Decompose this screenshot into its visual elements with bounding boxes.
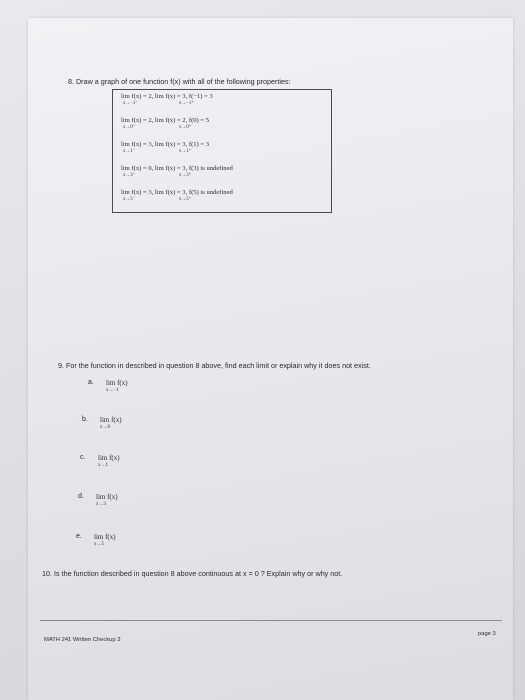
limit-subscript: x→0: [100, 425, 110, 430]
course-footer: MATH 241 Written Checkup 3: [44, 637, 121, 643]
limit-expression: lim f(x): [94, 533, 116, 541]
right-limit-subscript: x→1⁺: [179, 149, 192, 154]
property-main: lim f(x) = 3, lim f(x) = 3, f(5) is undefined: [121, 189, 233, 196]
left-limit-subscript: x→5⁻: [123, 197, 136, 202]
property-row: [121, 189, 331, 202]
part-letter: e.: [76, 533, 82, 540]
properties-box: [112, 89, 332, 213]
limit-expression: lim f(x): [100, 416, 122, 424]
right-limit-subscript: x→5⁺: [179, 197, 192, 202]
right-limit-subscript: x→−1⁺: [179, 101, 194, 106]
limit-subscript: x→−1: [106, 388, 119, 393]
limit-expression: lim f(x): [106, 379, 128, 387]
right-limit-subscript: x→0⁺: [179, 125, 192, 130]
property-main: lim f(x) = 2, lim f(x) = 3, f(−1) = 3: [121, 93, 213, 100]
part-letter: a.: [88, 379, 94, 386]
part-letter: d.: [78, 493, 84, 500]
right-limit-subscript: x→3⁺: [179, 173, 192, 178]
limit-subscript: x→3: [96, 502, 106, 507]
question-8-prompt: 8. Draw a graph of one function f(x) with all of the following properties:: [68, 77, 291, 86]
property-main: lim f(x) = 3, lim f(x) = 3, f(1) = 3: [121, 141, 210, 148]
footer-divider: [40, 620, 502, 621]
property-row: [121, 117, 331, 130]
page-number: page 3: [478, 631, 496, 637]
property-row: [121, 141, 331, 154]
question-9-prompt: 9. For the function in described in question 8 above, find each limit or explain why it does not exist.: [58, 361, 371, 370]
property-row: [121, 165, 331, 178]
limit-subscript: x→1: [98, 463, 108, 468]
left-limit-subscript: x→0⁻: [123, 125, 136, 130]
left-limit-subscript: x→1⁻: [123, 149, 136, 154]
limit-expression: lim f(x): [98, 454, 120, 462]
property-main: lim f(x) = 0, lim f(x) = 3, f(3) is undefined: [121, 165, 233, 172]
limit-expression: lim f(x): [96, 493, 118, 501]
part-letter: b.: [82, 416, 88, 423]
property-row: [121, 93, 331, 106]
left-limit-subscript: x→3⁻: [123, 173, 136, 178]
left-limit-subscript: x→−1⁻: [123, 101, 138, 106]
limit-subscript: x→5: [94, 542, 104, 547]
part-letter: c.: [80, 454, 86, 461]
property-main: lim f(x) = 2, lim f(x) = 2, f(0) = 5: [121, 117, 210, 124]
question-10-prompt: 10. Is the function described in question 8 above continuous at x = 0 ? Explain why or why not.: [42, 569, 343, 578]
